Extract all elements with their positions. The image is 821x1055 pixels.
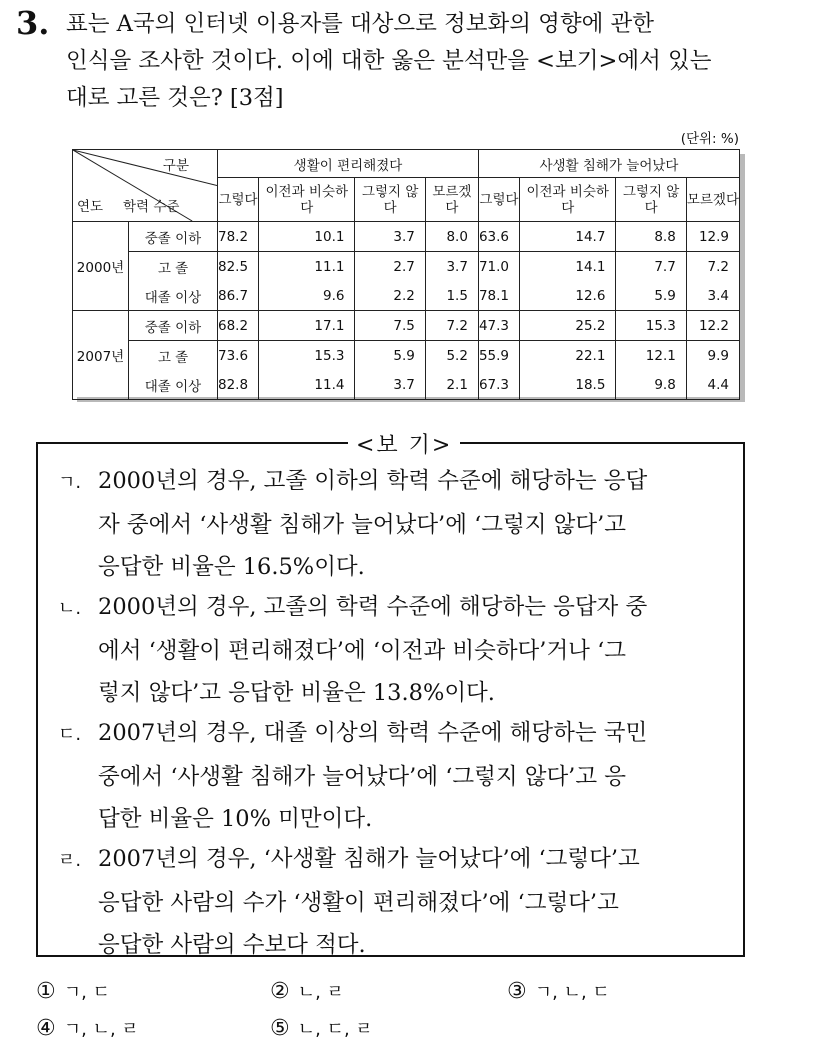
value-cell: 5.2 bbox=[425, 341, 478, 371]
subheader-no: 그렇지 않다 bbox=[355, 178, 425, 222]
choice-number: ③ bbox=[507, 979, 527, 1004]
table-row bbox=[73, 281, 740, 311]
bogi-item bbox=[58, 586, 738, 714]
value-cell: 63.6 bbox=[478, 222, 519, 252]
value-cell: 15.3 bbox=[616, 311, 686, 341]
value-cell: 68.2 bbox=[218, 311, 259, 341]
value-cell: 17.1 bbox=[259, 311, 355, 341]
subheader-yes: 그렇다 bbox=[218, 178, 259, 222]
value-cell: 67.3 bbox=[478, 370, 519, 400]
bogi-item-line: 응답한 사람의 수가 ‘생활이 편리해졌다’에 ‘그렇다’고 bbox=[98, 890, 619, 916]
value-cell: 7.7 bbox=[616, 252, 686, 282]
bogi-item-line: 2000년의 경우, 고졸 이하의 학력 수준에 해당하는 응답 bbox=[98, 468, 648, 494]
bogi-item-line: 2007년의 경우, 대졸 이상의 학력 수준에 해당하는 국민 bbox=[98, 720, 648, 746]
value-cell: 82.5 bbox=[218, 252, 259, 282]
choice-text: ㄱ, ㄴ, ㄹ bbox=[63, 1019, 139, 1040]
group-header-privacy: 사생활 침해가 늘어났다 bbox=[478, 150, 739, 178]
bogi-item-mark: ㄹ. bbox=[58, 850, 82, 871]
survey-table bbox=[72, 149, 740, 397]
value-cell: 9.8 bbox=[616, 370, 686, 400]
value-cell: 2.7 bbox=[355, 252, 425, 282]
bogi-title: <보 기> bbox=[348, 428, 460, 459]
table-row bbox=[73, 341, 740, 371]
table-unit: (단위: %) bbox=[680, 131, 739, 147]
value-cell: 2.1 bbox=[425, 370, 478, 400]
bogi-item-mark: ㄱ. bbox=[58, 472, 82, 493]
year-cell: 2007년 bbox=[73, 311, 129, 400]
value-cell: 10.1 bbox=[259, 222, 355, 252]
choice-text: ㄱ, ㄷ bbox=[63, 982, 110, 1003]
question-text bbox=[66, 6, 796, 117]
value-cell: 47.3 bbox=[478, 311, 519, 341]
bogi-item bbox=[58, 460, 738, 588]
value-cell: 2.2 bbox=[355, 281, 425, 311]
choice-text: ㄱ, ㄴ, ㄷ bbox=[534, 982, 610, 1003]
value-cell: 5.9 bbox=[355, 341, 425, 371]
table-row bbox=[73, 222, 740, 252]
subheader-unknown: 모르겠다 bbox=[425, 178, 478, 222]
corner-label-year: 연도 bbox=[77, 199, 104, 215]
education-cell: 중졸 이하 bbox=[129, 311, 218, 341]
education-cell: 중졸 이하 bbox=[129, 222, 218, 252]
value-cell: 11.1 bbox=[259, 252, 355, 282]
choice-2[interactable] bbox=[270, 978, 344, 1004]
value-cell: 1.5 bbox=[425, 281, 478, 311]
choice-number: ② bbox=[270, 979, 290, 1004]
subheader-similar: 이전과 비슷하다 bbox=[259, 178, 355, 222]
value-cell: 7.2 bbox=[686, 252, 739, 282]
value-cell: 14.7 bbox=[520, 222, 616, 252]
choice-text: ㄴ, ㄷ, ㄹ bbox=[297, 1019, 373, 1040]
bogi-item-line: 중에서 ‘사생활 침해가 늘어났다’에 ‘그렇지 않다’고 응 bbox=[98, 764, 626, 790]
value-cell: 15.3 bbox=[259, 341, 355, 371]
bogi-item-mark: ㄴ. bbox=[58, 598, 82, 619]
value-cell: 55.9 bbox=[478, 341, 519, 371]
bogi-item-line: 응답한 사람의 수보다 적다. bbox=[98, 932, 366, 958]
choice-1[interactable] bbox=[36, 978, 110, 1004]
value-cell: 73.6 bbox=[218, 341, 259, 371]
value-cell: 25.2 bbox=[520, 311, 616, 341]
value-cell: 7.5 bbox=[355, 311, 425, 341]
value-cell: 82.8 bbox=[218, 370, 259, 400]
table-corner-header bbox=[73, 150, 218, 222]
value-cell: 22.1 bbox=[520, 341, 616, 371]
value-cell: 7.2 bbox=[425, 311, 478, 341]
choice-3[interactable] bbox=[507, 978, 610, 1004]
value-cell: 14.1 bbox=[520, 252, 616, 282]
value-cell: 12.6 bbox=[520, 281, 616, 311]
subheader-no: 그렇지 않다 bbox=[616, 178, 686, 222]
education-cell: 고 졸 bbox=[129, 341, 218, 371]
bogi-item-mark: ㄷ. bbox=[58, 724, 82, 745]
value-cell: 71.0 bbox=[478, 252, 519, 282]
value-cell: 5.9 bbox=[616, 281, 686, 311]
subheader-similar: 이전과 비슷하다 bbox=[520, 178, 616, 222]
question-number: 3. bbox=[16, 4, 50, 42]
value-cell: 9.6 bbox=[259, 281, 355, 311]
corner-label-education: 학력 수준 bbox=[123, 199, 180, 215]
value-cell: 12.2 bbox=[686, 311, 739, 341]
value-cell: 86.7 bbox=[218, 281, 259, 311]
education-cell: 고 졸 bbox=[129, 252, 218, 282]
question-line: 대로 고른 것은? [3점] bbox=[66, 85, 284, 111]
value-cell: 8.8 bbox=[616, 222, 686, 252]
bogi-box bbox=[36, 433, 745, 958]
choice-number: ① bbox=[36, 979, 56, 1004]
bogi-item-line: 2007년의 경우, ‘사생활 침해가 늘어났다’에 ‘그렇다’고 bbox=[98, 846, 640, 872]
choice-4[interactable] bbox=[36, 1015, 139, 1041]
subheader-yes: 그렇다 bbox=[478, 178, 519, 222]
question-line: 표는 A국의 인터넷 이용자를 대상으로 정보화의 영향에 관한 bbox=[66, 11, 654, 37]
value-cell: 3.7 bbox=[425, 252, 478, 282]
value-cell: 78.2 bbox=[218, 222, 259, 252]
education-cell: 대졸 이상 bbox=[129, 281, 218, 311]
corner-label-category: 구분 bbox=[162, 158, 189, 174]
value-cell: 78.1 bbox=[478, 281, 519, 311]
table-row bbox=[73, 370, 740, 400]
value-cell: 12.9 bbox=[686, 222, 739, 252]
table-row bbox=[73, 252, 740, 282]
value-cell: 11.4 bbox=[259, 370, 355, 400]
year-cell: 2000년 bbox=[73, 222, 129, 311]
value-cell: 18.5 bbox=[520, 370, 616, 400]
choice-number: ④ bbox=[36, 1016, 56, 1041]
value-cell: 9.9 bbox=[686, 341, 739, 371]
bogi-item-line: 렇지 않다’고 응답한 비율은 13.8%이다. bbox=[98, 680, 495, 706]
value-cell: 8.0 bbox=[425, 222, 478, 252]
bogi-item-line: 2000년의 경우, 고졸의 학력 수준에 해당하는 응답자 중 bbox=[98, 594, 648, 620]
subheader-unknown: 모르겠다 bbox=[686, 178, 739, 222]
table-row bbox=[73, 311, 740, 341]
bogi-item bbox=[58, 712, 738, 840]
bogi-item-line: 응답한 비율은 16.5%이다. bbox=[98, 554, 365, 580]
bogi-item-line: 에서 ‘생활이 편리해졌다’에 ‘이전과 비슷하다’거나 ‘그 bbox=[98, 638, 626, 664]
bogi-item-line: 답한 비율은 10% 미만이다. bbox=[98, 806, 373, 832]
value-cell: 3.7 bbox=[355, 370, 425, 400]
bogi-item-line: 자 중에서 ‘사생활 침해가 늘어났다’에 ‘그렇지 않다’고 bbox=[98, 512, 626, 538]
bogi-item bbox=[58, 838, 738, 966]
question-line: 인식을 조사한 것이다. 이에 대한 옳은 분석만을 <보기>에서 있는 bbox=[66, 48, 712, 74]
choice-number: ⑤ bbox=[270, 1016, 290, 1041]
choice-5[interactable] bbox=[270, 1015, 373, 1041]
value-cell: 3.7 bbox=[355, 222, 425, 252]
value-cell: 12.1 bbox=[616, 341, 686, 371]
group-header-convenience: 생활이 편리해졌다 bbox=[218, 150, 479, 178]
value-cell: 3.4 bbox=[686, 281, 739, 311]
education-cell: 대졸 이상 bbox=[129, 370, 218, 400]
choice-text: ㄴ, ㄹ bbox=[297, 982, 344, 1003]
value-cell: 4.4 bbox=[686, 370, 739, 400]
